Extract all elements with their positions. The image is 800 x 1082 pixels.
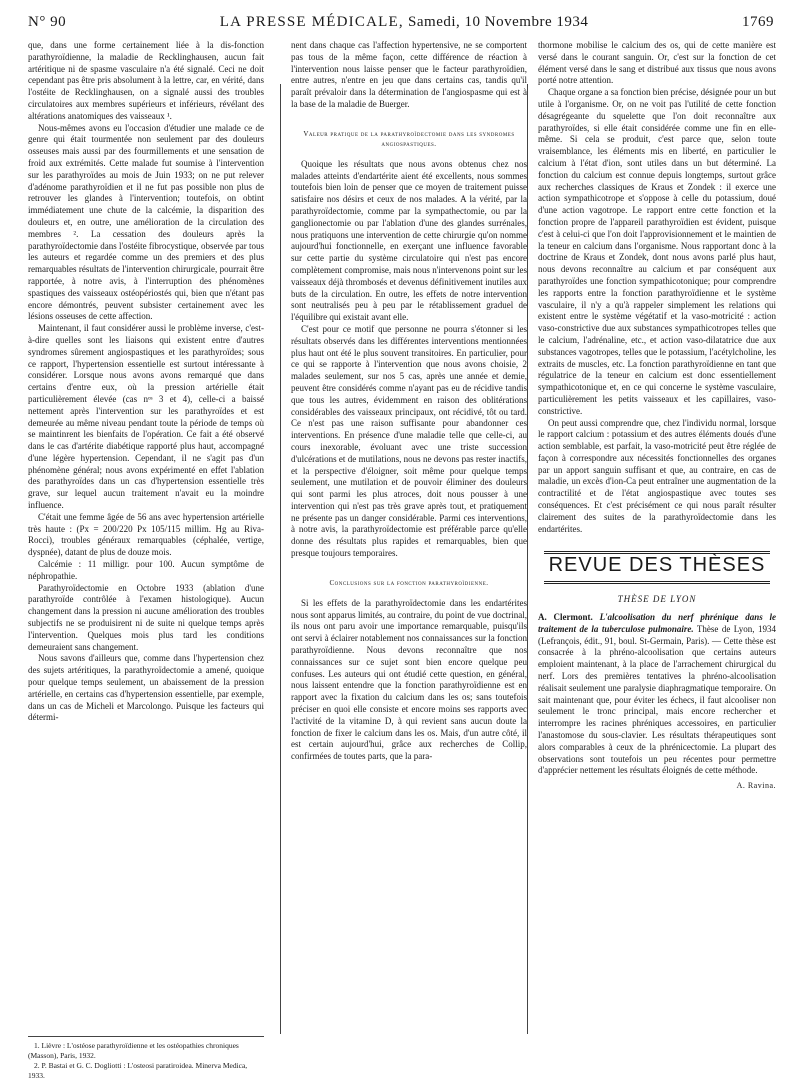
paragraph: Chaque organe a sa fonction bien précise, désignée pour un but utile à l'organisme. Or, on ne voit pas l'utilité de cette fonction désagrégeante du squelette que l'on doit reconnaître aux parathyroïdes, si elle était considérée comme une fin en elle-même. Si cela se produit, c'est parce que, selon toute vraisemblance, les éléments mis en liberté, en particulier le calcium à l'état d'ion, sont utiles dans un but déterminé. La fonction du calcium est connue depuis longtemps, surtout grâce aux recherches classiques de Kraus et Zondek : il exerce une action sympathicotrope et s'oppose à celle du potassium, doué d'une action vagotrope. Le rapport entre cette fonction et la fonction propre de l'appareil parathyroïdien est évident, puisque c'est à celui-ci que l'on doit l'approvisionnement et le maintien de la teneur en calcium dans l'organisme. Nous rapportant donc à la doctrine de Kraus et Zondek, dont nous avons parlé plus haut, nous devons reconnaître au calcium et par conséquent aux parathyroïdes une fonction sympathicotonique; pour comprendre les rapports entre la fonction parathyroïdienne et le système vasculaire, il n'y a qu'à rappeler simplement les relations qui existent entre le système végétatif et la vaso-motricité : action vaso-constrictive due aux substances sympathicotropes telles que le calcium, l'adrénaline, etc., et action vaso-dilatatrice due aux substances vagotropes, telles que le potassium, l'acétylcholine, les extraits de muscles, etc. La fonction parathyroïdienne en tant que régulatrice de la teneur en calcium est donc essentiellement sympathicotonique et, en ce qui concerne le système vasculaire, particulièrement les petits vaisseaux et les capillaires, vaso-constrictive.: [538, 87, 776, 416]
paragraph: On peut aussi comprendre que, chez l'individu normal, lorsque le rapport calcium : potassium et des autres éléments doués d'une action semblable, est parfait, la vaso-motricité peut être réglée de façon à correspondre aux nécessités fonctionnelles des organes par un apport sanguin suffisant et que, au contraire, en cas de maladie, un excès d'ion-Ca peut entraîner une augmentation de la contractilité et de l'état angiospastique avec toutes ses conséquences. Et c'est précisément ce qui nous paraît résulter clairement des suites de la parathyroïdectomie dans les endartérites.: [538, 417, 776, 534]
these-section-heading: THÈSE DE LYON: [617, 594, 697, 605]
column-2: [291, 40, 527, 1072]
these-title: L'alcoolisation du nerf phrénique dans le traitement de la tuberculose pulmonaire.: [538, 612, 776, 634]
paragraph: nent dans chaque cas l'affection hypertensive, ne se comportent pas tous de la même façon, cette différence de réaction à l'intervention nous laisse penser que le facteur parathyroïdien, entre autres, n'entre en jeu que dans certains cas, tandis qu'il paraît prévaloir dans la détermination de l'angiospasme qui est à la base de la maladie de Buerger.: [291, 40, 527, 109]
column-rule: [280, 84, 281, 1034]
column-rule: [527, 84, 528, 1034]
page-header: [28, 10, 774, 34]
paragraph: Calcémie : 11 milligr. pour 100. Aucun symptôme de néphropathie.: [28, 559, 264, 581]
paragraph: C'est pour ce motif que personne ne pourra s'étonner si les résultats observés dans les différentes interventions mentionnées plus haut ont été le plus souvent transitoires. En particulier, pour ce qui se rapporte à l'intervention que nous avons choisie, 2 malades seulement, sur nos 5 cas, après une année et demie, peuvent être considérés comme n'ayant pas eu de récidive tandis que tous les autres, évidemment en raison des oblitérations considérables des vaisseaux principaux, ont récidivé, tôt ou tard. Ce n'est pas une raison suffisante pour abandonner ces interventions. En présence d'une maladie telle que celle-ci, au cours inexorable, évoluant avec une triste succession d'ulcérations et de mutilations, nous ne devons pas rester inactifs, et la perspective d'éloigner, soit même pour quelque temps seulement, une mutilation et de pouvoir éliminer des douleurs qui sont parmi les plus atroces, doit nous pousser à une intervention qui n'est pas très grave après tout, et pratiquement ne présente pas un danger considérable. Parmi ces interventions, à notre avis, la parathyroïdectomie est préférable parce qu'elle donne des résultats plus rapides et remarquables, bien que presque toujours temporaires.: [291, 323, 527, 559]
column-1: [28, 40, 264, 1035]
these-review: [538, 612, 776, 777]
page-number-right: 1769: [741, 13, 774, 30]
paragraph: Maintenant, il faut considérer aussi le problème inverse, c'est-à-dire quelles sont les liaisons qui existent entre d'autres syndromes sûrement angiospastiques et les parathyroïdes; sous ce rapport, l'hypertension essentielle est surtout intéressante à considérer. Lorsque nous avons avons remarqué que dans certains d'entre eux, où la pression artérielle était particulièrement élevée (cas nᵒˢ 3 et 4), celle-ci a baissé nettement après l'intervention sur les parathyroïdes et est demeurée au même niveau pendant toute la période de temps où se maintinrent les bienfaits de l'opération. Ce fait a été observé dans le cas d'artérite diabétique rapporté plus haut, accompagné d'une légère hypertension. Cependant, il ne s'agit pas d'un phénomène général; nous avons expérimenté en effet l'ablation des parathyroïdes dans un cas d'hypertension essentielle très grave, sur lequel aucun traitement n'avait eu la moindre influence.: [28, 323, 264, 511]
these-body: Thèse de Lyon, 1934 (Lefrançois, édit., 91, boul. St-Germain, Paris). — Cette thèse est consacrée à la phréno-alcoolisation que certains auteurs emploient maintenant, à la place de l'arrachement chirurgical du nerf. Lors des premières tentatives la phréno-alcoolisation réalisait seulement une paralysie diaphragmatique temporaire. On sait maintenant que, pour éviter les échecs, il faut alcooliser non seulement le tronc principal, mais encore rechercher et interrompre les racines phréniques accessoires, en particulier l'anastomose du sous-clavier. Les résultats thérapeutiques sont alors comparables à ceux de la phrénicectomie. La plupart des observations sont toutefois un peu récentes pour permettre d'apprécier nettement les résultats éloignés de cette méthode.: [538, 623, 776, 776]
reviewer-signature: A. Ravina.: [736, 781, 776, 791]
paragraph: thormone mobilise le calcium des os, qui de cette manière est versé dans le courant sanguin. Or, c'est sur la fonction de cet élément versé dans le sang et distribué aux tissus que nous avons porté notre attention.: [538, 40, 776, 86]
section-heading: Conclusions sur la fonction parathyroïdienne.: [329, 578, 489, 587]
footnote: 2. P. Bastai et G. C. Dogliotti : L'osteosi paratiroidea. Minerva Medica, 1933.: [28, 1061, 248, 1080]
section-heading: Valeur pratique de la parathyroïdectomie dans les syndromes angiospastiques.: [303, 129, 515, 148]
paragraph: Nous savons d'ailleurs que, comme dans l'hypertension chez des sujets artéritiques, la parathyroïdectomie a amené, quoique pour quelque temps seulement, un abaissement de la pression artérielle, en certains cas d'hypertension essentielle, par exemple, dans un cas de Micheli et Marcolongo. Puisque les facteurs qui détermi-: [28, 653, 264, 723]
revue-title: REVUE DES THÈSES: [548, 554, 766, 577]
page-number-left: N° 90: [28, 13, 67, 30]
revue-des-theses-banner: [544, 551, 770, 584]
footnotes: [28, 1036, 264, 1081]
paragraph: C'était une femme âgée de 56 ans avec hypertension artérielle très haute : (Px = 200/220 Px 105/115 millim. Hg au Riva-Rocci), troubles généraux remarquables (céphalée, vertige, dyspnée), datant de plus de douze mois.: [28, 511, 264, 558]
paragraph: Nous-mêmes avons eu l'occasion d'étudier une malade ce de genre qui était tourmentée non seulement par des douleurs osseuses mais aussi par des fourmillements et une sensation de froid aux extrémités. Cette malade fut soumise à l'intervention sur les parathyroïdes au mois de Juin 1933; on ne put relever d'adénome parathyroïdien et il ne fut pas possible non plus de retrouver les glandes à l'intervention; toutefois, on obtint immédiatement une chute de la calcémie, la disparition des douleurs et, en outre, une amélioration de la circulation des membres ². La cessation des douleurs après la parathyroïdectomie dans l'ostéite fibrocystique, observée par tous les auteurs et regardée comme un des premiers et des plus remarquables résultats de l'intervention chirurgicale, pourrait être rapportée, à notre avis, à l'interruption des phénomènes spastiques des vaisseaux ostéopériostés qui, bien que n'étant pas encore démontrés, peuvent subsister certainement avec les lésions osseuses de cette affection.: [28, 122, 264, 322]
paragraph: Quoique les résultats que nous avons obtenus chez nos malades atteints d'endartérite aient été excellents, nous sommes toutefois bien loin de penser que ce moyen de traitement puisse satisfaire nos désirs et ceux de nos malades. A la vérité, par la parathyroïdectomie, comme par la sympathectomie, ou par la ganglionectomie ou par l'ablation d'une des glandes surrénales, nous pratiquons une intervention de cette chirurgie qu'on nomme aujourd'hui fonctionnelle, en exerçant une influence favorable sur cette partie du système circulatoire qui n'est pas encore complètement compromise, mais nous n'intervenons point sur les vaisseaux déjà thrombosés et devenus définitivement inutiles aux buts de la circulation. En outre, les effets de notre intervention sont neutralisés peu à peu par le rétablissement graduel de l'équilibre qui existait avant elle.: [291, 158, 527, 323]
paragraph: que, dans une forme certainement liée à la dis-fonction parathyroïdienne, la maladie de Recklinghausen, aucun fait artéritique ni de spasme vasculaire n'a été signalé. Ceci ne doit cependant pas être pris absolument à la lettre, car, en vérité, dans l'ostéite de Recklinghausen, on a signalé aussi des troubles circulatoires aux membres supérieurs et inférieurs, révélant des altérations anatomiques des vaisseaux ¹.: [28, 40, 264, 121]
paragraph: Parathyroïdectomie en Octobre 1933 (ablation d'une parathyroïde contrôlée à l'examen histologique). Aucun changement dans la pression ni aucune amélioration des troubles subjectifs ne se produisirent ni de suite ni quelque temps après l'intervention. Quelques mois plus tard les conditions demeuraient sans changement.: [28, 582, 264, 652]
paragraph: Si les effets de la parathyroïdectomie dans les endartérites nous sont apparus limités, au contraire, du point de vue doctrinal, ils nous ont paru avoir une importance remarquable, puisqu'ils ont servi à éclairer notablement nos connaissances sur la fonction parathyroïdienne. Nous devons reconnaître que nos connaissances sur ce sujet sont bien encore quelque peu confuses. Les auteurs qui ont étudié cette question, en général, nous laissent entendre que la fonction parathyroïdienne est en rapport avec la fixation du calcium dans les os; sans toutefois préciser en quoi elle consiste et encore moins ses rapports avec l'activité de la vitamine D, à qui revient sans aucun doute la fonction de fixer le calcium dans les os. Mais, d'un autre côté, il est certain aujourd'hui, grâce aux recherches de Collip, confirmées de toutes parts, que la para-: [291, 597, 527, 762]
column-3: [538, 40, 776, 1080]
journal-name: LA PRESSE MÉDICALE,: [219, 13, 404, 30]
running-title: [220, 14, 589, 31]
issue-date: Samedi, 10 Novembre 1934: [408, 13, 589, 30]
footnote: 1. Lièvre : L'ostéose parathyroïdienne et les ostéopathies chroniques (Masson), Paris, 1932.: [28, 1041, 239, 1060]
these-author: A. Clermont.: [538, 612, 593, 623]
